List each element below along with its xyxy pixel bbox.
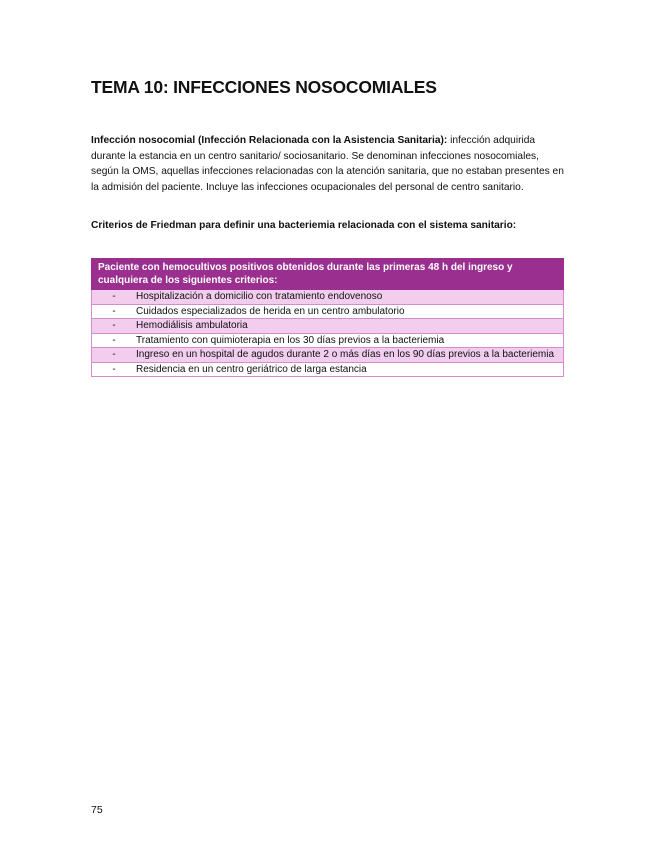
criterion-text: Cuidados especializados de herida en un centro ambulatorio [136, 305, 405, 317]
criterion-text: Tratamiento con quimioterapia en los 30 días previos a la bacteriemia [136, 334, 445, 346]
criterion-text: Hospitalización a domicilio con tratamiento endovenoso [136, 291, 383, 302]
table-row [92, 362, 564, 377]
intro-term: Infección nosocomial (Infección Relacionada con la Asistencia Sanitaria): [91, 135, 448, 146]
bullet-dash: - [112, 334, 116, 346]
table-cell [92, 319, 564, 334]
table-row [92, 304, 564, 319]
page-number: 75 [91, 804, 103, 816]
bullet-dash: - [112, 320, 116, 331]
intro-paragraph [91, 133, 569, 195]
table-row [92, 290, 564, 305]
criteria-heading: Criterios de Friedman para definir una bacteriemia relacionada con el sistema sanitario: [91, 220, 517, 231]
criteria-table-header-row [92, 259, 564, 290]
criterion-text: Ingreso en un hospital de agudos durante 2 o más días en los 90 días previos a la bacteriemia [136, 349, 555, 360]
criteria-table [91, 258, 564, 377]
table-row [92, 348, 564, 363]
table-row [92, 319, 564, 334]
page-title: TEMA 10: INFECCIONES NOSOCOMIALES [91, 77, 437, 97]
bullet-dash: - [112, 305, 116, 317]
table-cell [92, 348, 564, 363]
table-row [92, 333, 564, 348]
criteria-table-header: Paciente con hemocultivos positivos obtenidos durante las primeras 48 h del ingreso y cualquiera de los siguientes criterios: [92, 259, 564, 290]
criterion-text: Residencia en un centro geriátrico de larga estancia [136, 363, 367, 375]
bullet-dash: - [112, 363, 116, 375]
bullet-dash: - [112, 349, 116, 360]
intro-body: infección adquirida durante la estancia en un centro sanitario/ sociosanitario. Se denominan infecciones nosocomiales, según la OMS, aquellas infecciones relacionadas con la atención sanitaria, que no estaban presentes en la admisión del paciente. Incluye las infecciones ocupacionales del personal de centro sanitario. [91, 135, 564, 193]
table-cell [92, 290, 564, 305]
bullet-dash: - [112, 291, 116, 302]
criterion-text: Hemodiálisis ambulatoria [136, 320, 248, 331]
table-cell [92, 362, 564, 377]
table-cell [92, 304, 564, 319]
table-cell [92, 333, 564, 348]
